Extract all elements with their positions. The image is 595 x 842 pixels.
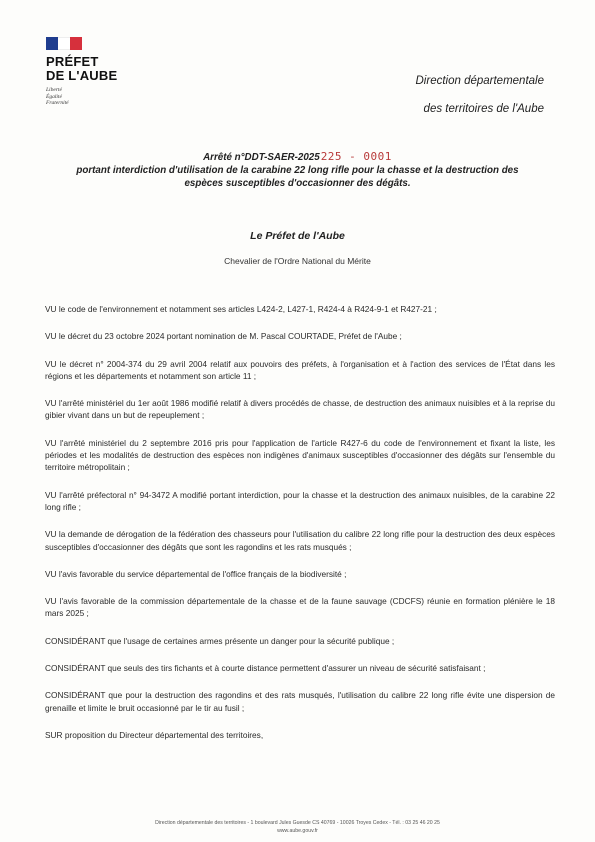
- paragraph-considerant-calibre: CONSIDÉRANT que pour la destruction des ragondins et des rats musqués, l'utilisation du calibre 22 long rifle évite une dispersion de grenaille et limite le bruit occasionné par le tir au fusil ;: [45, 690, 555, 713]
- paragraph-vu-avis-ofb: VU l'avis favorable du service départemental de l'office français de la biodiversité ;: [45, 568, 347, 579]
- prefet-name: [46, 55, 117, 83]
- paragraph-vu-arrete-1986: VU l'arrêté ministériel du 1er août 1986 modifié relatif à divers procédés de chasse, de destruction des animaux nuisibles et à la reprise du gibier vivant dans un but de repeuplement ;: [45, 398, 555, 421]
- decree-number-prefix: Arrêté n°DDT-SAER-2025: [203, 152, 320, 163]
- decree-subject-line-1: portant interdiction d'utilisation de la carabine 22 long rifle pour la chasse et la destruction des: [76, 165, 519, 176]
- prefet-line-2: DE L'AUBE: [46, 68, 118, 83]
- paragraph-vu-decret-nomination: VU le décret du 23 octobre 2024 portant nomination de M. Pascal COURTADE, Préfet de l'Aube ;: [45, 331, 402, 342]
- flag-blue-stripe: [46, 37, 58, 50]
- footer-address: Direction départementale des territoires - 1 boulevard Jules Guesde CS 40769 - 10026 Troyes Cedex - Tél. : 03 25 46 20 25: [155, 820, 440, 826]
- footer-website: www.aube.gouv.fr: [277, 828, 318, 834]
- paragraph-considerant-tirs: CONSIDÉRANT que seuls des tirs fichants et à courte distance permettent d'assurer un niveau de sécurité satisfaisant ;: [45, 663, 486, 674]
- decree-subject-line-2: espèces susceptibles d'occasionner des dégâts.: [184, 178, 411, 189]
- motto-fraternite: Fraternité: [46, 100, 69, 106]
- paragraph-considerant-danger: CONSIDÉRANT que l'usage de certaines armes présente un danger pour la sécurité publique ;: [45, 635, 395, 646]
- paragraph-vu-demande-derogation: VU la demande de dérogation de la fédération des chasseurs pour l'utilisation du calibre 22 long rifle pour la destruction des deux espèces susceptibles d'occasionner des dégâts que sont les ragondins et les rats musqués ;: [45, 529, 555, 552]
- decree-body: [45, 303, 555, 741]
- flag-white-stripe: [58, 37, 70, 50]
- motto-egalite: Égalité: [46, 93, 62, 100]
- decree-number-handwritten: 225 - 0001: [320, 150, 392, 163]
- page-footer: [0, 819, 595, 835]
- paragraph-vu-decret-2004: VU le décret n° 2004-374 du 29 avril 2004 relatif aux pouvoirs des préfets, à l'organisation et à l'action des services de l'État dans les régions et les départements et notamment son article 11 ;: [45, 358, 555, 381]
- issuing-direction: [416, 67, 545, 123]
- paragraph-vu-arrete-prefectoral: VU l'arrêté préfectoral n° 94-3472 A modifié portant interdiction, pour la chasse et la destruction des animaux nuisibles, de la carabine 22 long rifle ;: [45, 489, 555, 512]
- flag-red-stripe: [70, 37, 82, 50]
- paragraph-sur-proposition: SUR proposition du Directeur départemental des territoires,: [45, 729, 264, 740]
- direction-line-1: Direction départementale: [415, 75, 544, 87]
- direction-line-2: des territoires de l'Aube: [423, 103, 544, 115]
- motto-liberte: Liberté: [46, 87, 62, 93]
- marianne-logo: [46, 37, 117, 107]
- republic-motto: [46, 87, 117, 107]
- paragraph-vu-avis-cdcfs: VU l'avis favorable de la commission départementale de la chasse et de la faune sauvage (CDCFS) réunie en formation plénière le 18 mars 2025 ;: [45, 596, 555, 619]
- prefet-line-1: PRÉFET: [46, 54, 99, 69]
- paragraph-vu-code-environnement: VU le code de l'environnement et notamment ses articles L424-2, L427-1, R424-4 à R424-9-1 et R427-21 ;: [45, 304, 437, 314]
- signatory-distinction: Chevalier de l'Ordre National du Mérite: [224, 256, 371, 266]
- decree-title: [40, 150, 555, 190]
- french-flag-icon: [46, 37, 82, 50]
- signatory-title: Le Préfet de l'Aube: [250, 230, 345, 242]
- decree-number: [203, 150, 392, 164]
- paragraph-vu-arrete-2016: VU l'arrêté ministériel du 2 septembre 2016 pris pour l'application de l'article R427-6 du code de l'environnement et fixant la liste, les périodes et les modalités de destruction des espèces non indigènes d'animaux susceptibles d'occasionner des dégâts sur l'ensemble du territoire métropolitain ;: [45, 437, 555, 473]
